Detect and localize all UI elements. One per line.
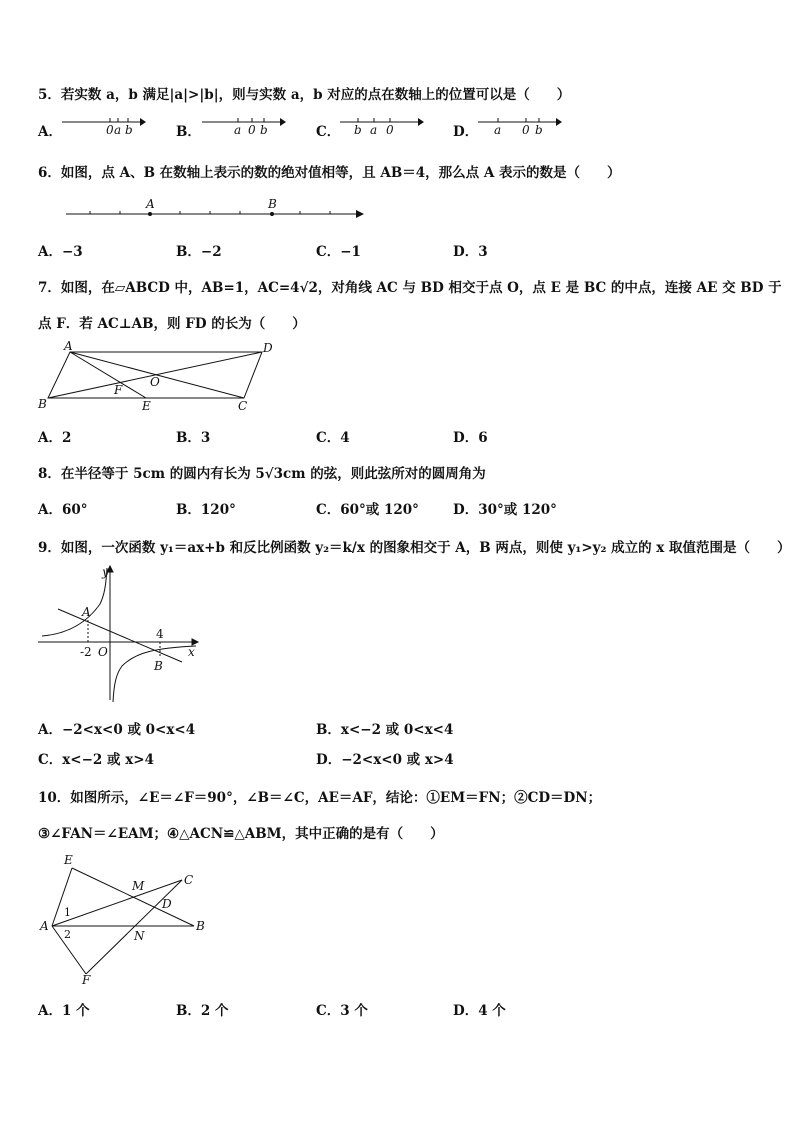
svg-text:A: A [82, 605, 91, 619]
q6-point-a [148, 212, 152, 216]
q6-number-line [60, 196, 370, 220]
svg-text:2: 2 [64, 928, 71, 941]
q6-point-b [270, 212, 274, 216]
q8-option-a: A．60° [38, 502, 88, 518]
q8-option-d: D．30°或 120° [453, 502, 557, 518]
q9-option-d: D．−2<x<0 或 x>4 [316, 752, 454, 768]
q6-option-d: D．3 [453, 244, 488, 260]
svg-text:C: C [184, 873, 194, 887]
q6-option-b: B．−2 [176, 244, 222, 260]
q10-option-b: B．2 个 [176, 1003, 229, 1019]
svg-text:O: O [150, 375, 160, 389]
q5-number-line-c [338, 112, 428, 137]
svg-text:4: 4 [156, 627, 164, 641]
svg-text:O: O [98, 645, 108, 659]
q6-stem: 6．如图，点 A、B 在数轴上表示的数的绝对值相等，且 AB＝4，那么点 A 表示的数是（ ） [38, 165, 621, 181]
q5-option-d-label: D． [453, 124, 479, 140]
q10-option-a: A．1 个 [38, 1003, 90, 1019]
svg-text:F: F [82, 973, 91, 987]
q9-function-graph [36, 564, 206, 704]
q9-stem: 9．如图，一次函数 y₁＝ax+b 和反比例函数 y₂＝k/x 的图象相交于 A，B 两点，则使 y₁>y₂ 成立的 x 取值范围是（ ） [38, 540, 791, 556]
svg-text:B: B [196, 919, 205, 933]
q5-number-line-d [476, 112, 566, 137]
svg-text:a: a [234, 123, 242, 137]
q6-option-c: C．−1 [316, 244, 361, 260]
q6-option-a: A．−3 [38, 244, 83, 260]
svg-text:b: b [125, 123, 133, 137]
svg-text:b: b [260, 123, 268, 137]
q7-option-c: C．4 [316, 430, 350, 446]
q7-option-d: D．6 [453, 430, 488, 446]
svg-text:B: B [268, 197, 277, 211]
q7-parallelogram-figure [36, 338, 276, 418]
q5-option-b-label: B． [176, 124, 201, 140]
q10-geometry-figure [36, 850, 216, 990]
svg-text:M: M [132, 879, 145, 893]
q10-option-d: D．4 个 [453, 1003, 506, 1019]
svg-text:F: F [114, 383, 123, 397]
svg-text:E: E [64, 853, 73, 867]
q8-stem: 8．在半径等于 5cm 的圆内有长为 5√3cm 的弦，则此弦所对的圆周角为 [38, 466, 486, 482]
svg-text:C: C [238, 399, 248, 413]
svg-text:B: B [38, 397, 47, 411]
svg-text:D: D [263, 341, 273, 355]
q5-stem: 5．若实数 a，b 满足|a|>|b|，则与实数 a，b 对应的点在数轴上的位置可以是（ ） [38, 87, 571, 103]
q10-stem-line-1: 10．如图所示，∠E＝∠F＝90°，∠B＝∠C，AE＝AF，结论：①EM＝FN；②CD＝DN； [38, 790, 602, 806]
q9-option-b: B．x<−2 或 0<x<4 [316, 722, 454, 738]
svg-text:1: 1 [64, 906, 71, 919]
svg-text:a: a [114, 123, 122, 137]
q10-stem-line-2: ③∠FAN＝∠EAM；④△ACN≌△ABM，其中正确的是有（ ） [38, 826, 444, 842]
svg-text:E: E [142, 399, 151, 413]
q7-stem-line-2: 点 F．若 AC⊥AB，则 FD 的长为（ ） [38, 316, 306, 332]
svg-text:y: y [102, 565, 109, 579]
q5-option-a-label: A． [38, 124, 62, 140]
svg-text:A: A [64, 339, 73, 353]
q5-number-line-b [200, 112, 290, 137]
svg-text:B: B [154, 659, 163, 673]
q10-option-c: C．3 个 [316, 1003, 368, 1019]
q8-option-b: B．120° [176, 502, 236, 518]
q8-option-c: C．60°或 120° [316, 502, 419, 518]
svg-text:0: 0 [106, 123, 114, 137]
svg-text:a: a [370, 123, 378, 137]
svg-text:0: 0 [386, 123, 394, 137]
svg-text:x: x [188, 645, 195, 659]
svg-text:-2: -2 [80, 645, 92, 659]
q7-option-b: B．3 [176, 430, 211, 446]
q5-option-c-label: C． [316, 124, 341, 140]
svg-text:b: b [535, 123, 543, 137]
q5-number-line-a [60, 112, 150, 137]
svg-text:0: 0 [522, 123, 530, 137]
svg-text:b: b [354, 123, 362, 137]
svg-text:A: A [40, 919, 49, 933]
svg-text:A: A [146, 197, 155, 211]
svg-text:N: N [134, 929, 145, 943]
svg-text:0: 0 [248, 123, 256, 137]
q9-option-c: C．x<−2 或 x>4 [38, 752, 154, 768]
svg-text:a: a [494, 123, 502, 137]
q9-option-a: A．−2<x<0 或 0<x<4 [38, 722, 196, 738]
q7-option-a: A．2 [38, 430, 72, 446]
q7-stem-line-1: 7．如图，在▱ABCD 中，AB=1，AC=4√2，对角线 AC 与 BD 相交于点 O，点 E 是 BC 的中点，连接 AE 交 BD 于 [38, 280, 782, 296]
svg-text:D: D [162, 897, 172, 911]
